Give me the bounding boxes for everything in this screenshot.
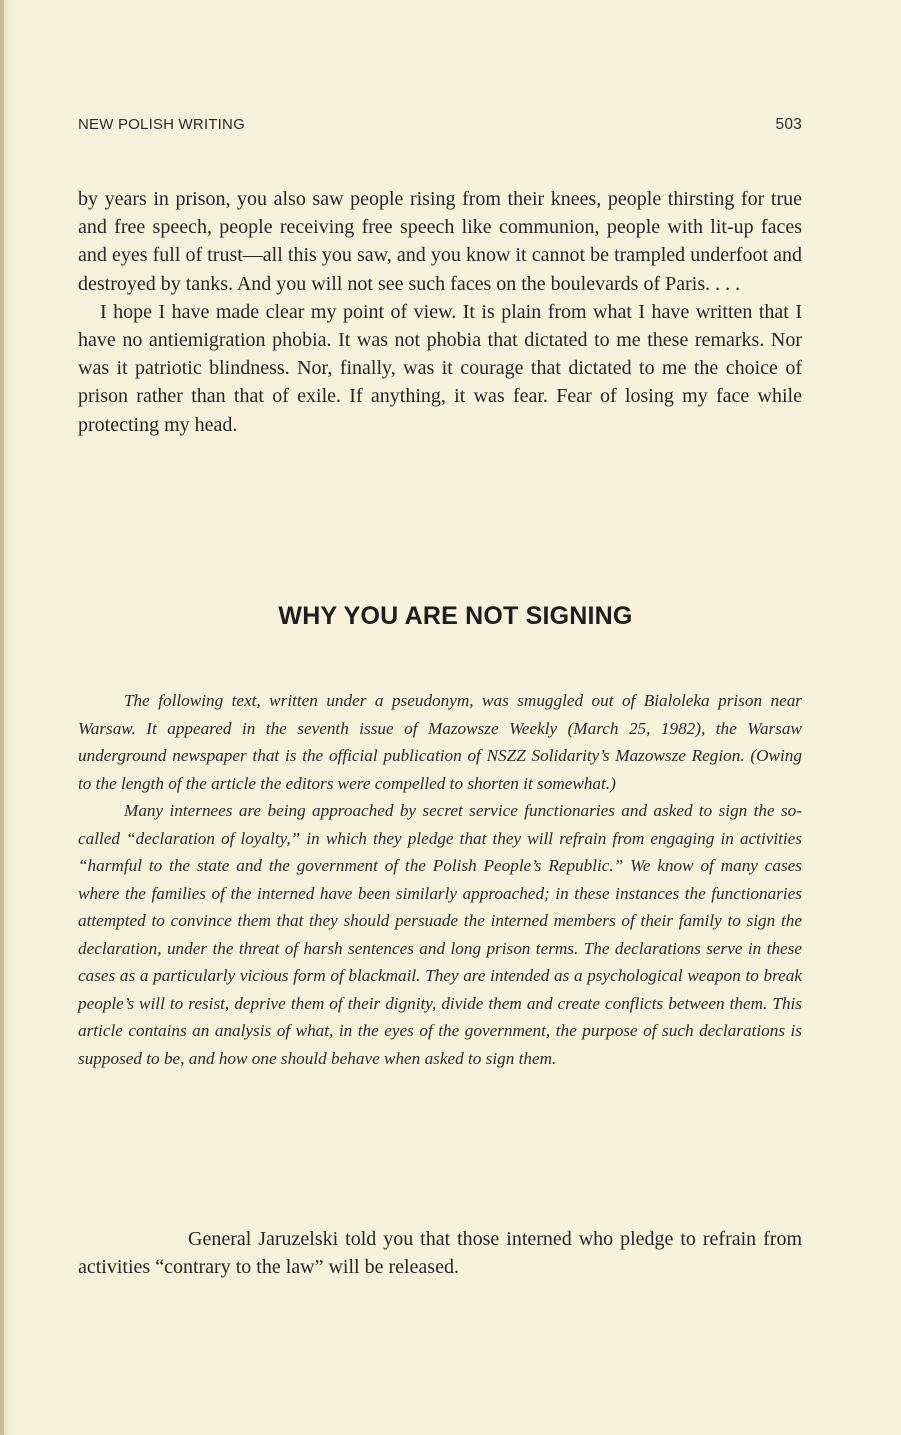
body-paragraph: General Jaruzelski told you that those interned who pledge to refrain from activities “contrary to the law” will be released.	[78, 1228, 802, 1279]
article-body	[78, 1225, 802, 1281]
body-paragraph: by years in prison, you also saw people rising from their knees, people thirsting for true and free speech, people receiving free speech like communion, people with lit-up faces and eyes full of trust—all this you saw, and you know it cannot be trampled underfoot and destroyed by tanks. And you will not see such faces on the boulevards of Paris. . . .	[78, 188, 802, 295]
editorial-introduction	[78, 687, 802, 1072]
page-number: 503	[775, 116, 802, 133]
page-spine-edge	[0, 0, 4, 1435]
article-heading	[0, 602, 901, 631]
body-paragraph: I hope I have made clear my point of view. It is plain from what I have written that I have no antiemigration phobia. It was not phobia that dictated to me these remarks. Nor was it patriotic blindness. Nor, finally, was it courage that dictated to me the choice of prison rather than that of exile. If anything, it was fear. Fear of losing my face while protecting my head.	[78, 300, 802, 436]
article-title: WHY YOU ARE NOT SIGNING	[278, 602, 633, 630]
intro-paragraph: The following text, written under a pseudonym, was smuggled out of Bialoleka prison near Warsaw. It appeared in the seventh issue of Mazowsze Weekly (March 25, 1982), the Warsaw underground newspaper that is the official publication of NSZZ Solidarity’s Mazowsze Region. (Owing to the length of the article the editors were compelled to shorten it somewhat.)	[78, 691, 802, 793]
running-head-title: NEW POLISH WRITING	[78, 116, 245, 133]
continued-text	[78, 185, 802, 439]
intro-paragraph: Many internees are being approached by secret service functionaries and asked to sign the so-called “declaration of loyalty,” in which they pledge that they will refrain from engaging in activities “harmful to the state and the government of the Polish People’s Republic.” We know of many cases where the families of the interned have been similarly approached; in these instances the functionaries attempted to convince them that they should persuade the interned members of their family to sign the declaration, under the threat of harsh sentences and long prison terms. The declarations serve in these cases as a particularly vicious form of blackmail. They are intended as a psychological weapon to break people’s will to resist, deprive them of their dignity, divide them and create conflicts between them. This article contains an analysis of what, in the eyes of the government, the purpose of such declarations is supposed to be, and how one should behave when asked to sign them.	[78, 801, 802, 1068]
running-head	[78, 116, 802, 138]
